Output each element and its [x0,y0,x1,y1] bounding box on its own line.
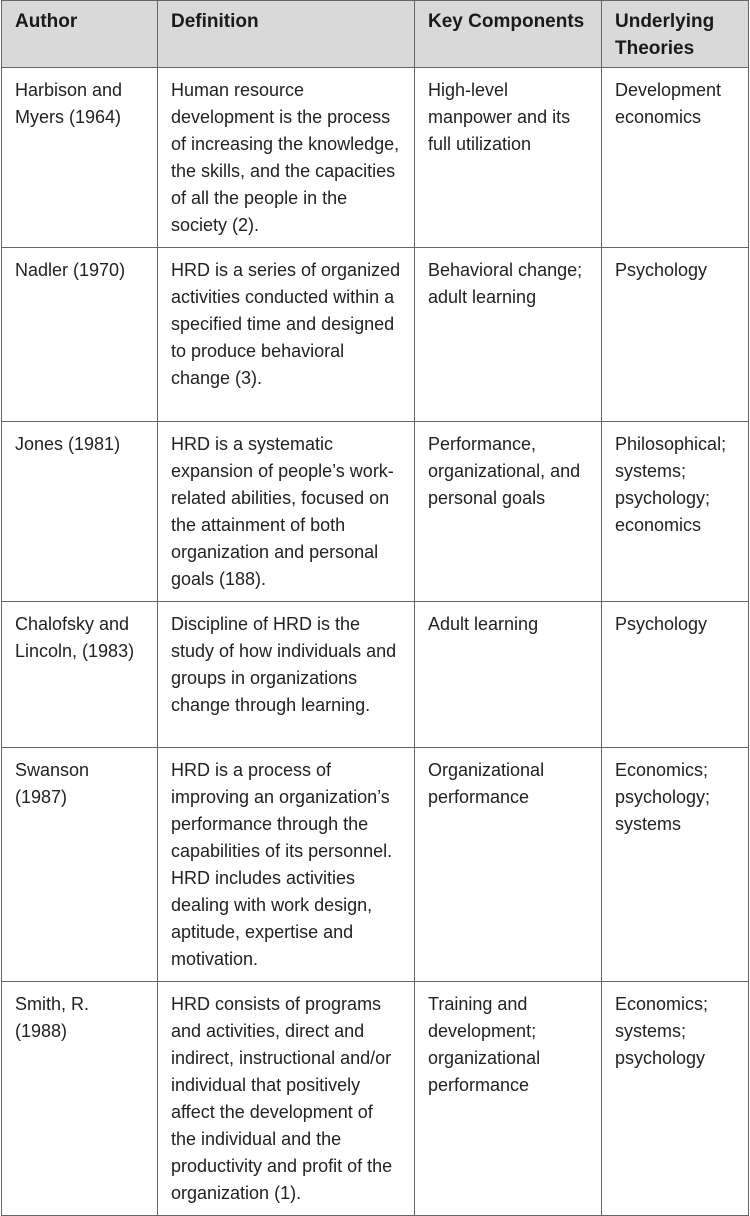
underlying-theories-cell: Economics; systems; psychology [602,982,749,1216]
header-row [2,1,749,68]
table-row [2,422,749,602]
table-body [2,68,749,1216]
underlying-theories-cell: Philosophical; systems; psychology; economics [602,422,749,602]
key-components-cell: Adult learning [415,602,602,748]
header-underlying-theories: Underlying Theories [602,1,749,68]
table-row [2,602,749,748]
header-key-components: Key Components [415,1,602,68]
table-row [2,248,749,422]
definition-cell: Human resource development is the process of increasing the knowledge, the skills, and the capacities of all the people in the society (2). [158,68,415,248]
definition-cell: HRD is a systematic expansion of people’s work-related abilities, focused on the attainment of both organization and personal goals (188). [158,422,415,602]
table-header [2,1,749,68]
definition-cell: HRD is a process of improving an organization’s performance through the capabilities of its personnel. HRD includes activities dealing with work design, aptitude, expertise and motivation. [158,748,415,982]
underlying-theories-cell: Psychology [602,248,749,422]
author-cell: Chalofsky and Lincoln, (1983) [2,602,158,748]
author-cell: Harbison and Myers (1964) [2,68,158,248]
definition-cell: HRD is a series of organized activities conducted within a specified time and designed to produce behavioral change (3). [158,248,415,422]
key-components-cell: High-level manpower and its full utilization [415,68,602,248]
key-components-cell: Organizational performance [415,748,602,982]
author-cell: Smith, R. (1988) [2,982,158,1216]
author-cell: Nadler (1970) [2,248,158,422]
key-components-cell: Behavioral change; adult learning [415,248,602,422]
key-components-cell: Performance, organizational, and personal goals [415,422,602,602]
header-author: Author [2,1,158,68]
definition-cell: Discipline of HRD is the study of how individuals and groups in organizations change through learning. [158,602,415,748]
table-row [2,68,749,248]
table-row [2,982,749,1216]
underlying-theories-cell: Psychology [602,602,749,748]
key-components-cell: Training and development; organizational performance [415,982,602,1216]
header-definition: Definition [158,1,415,68]
hrd-definitions-table [1,0,749,1216]
author-cell: Swanson (1987) [2,748,158,982]
definition-cell: HRD consists of programs and activities, direct and indirect, instructional and/or individual that positively affect the development of the individual and the productivity and profit of the organization (1). [158,982,415,1216]
underlying-theories-cell: Economics; psychology; systems [602,748,749,982]
author-cell: Jones (1981) [2,422,158,602]
underlying-theories-cell: Development economics [602,68,749,248]
table-row [2,748,749,982]
